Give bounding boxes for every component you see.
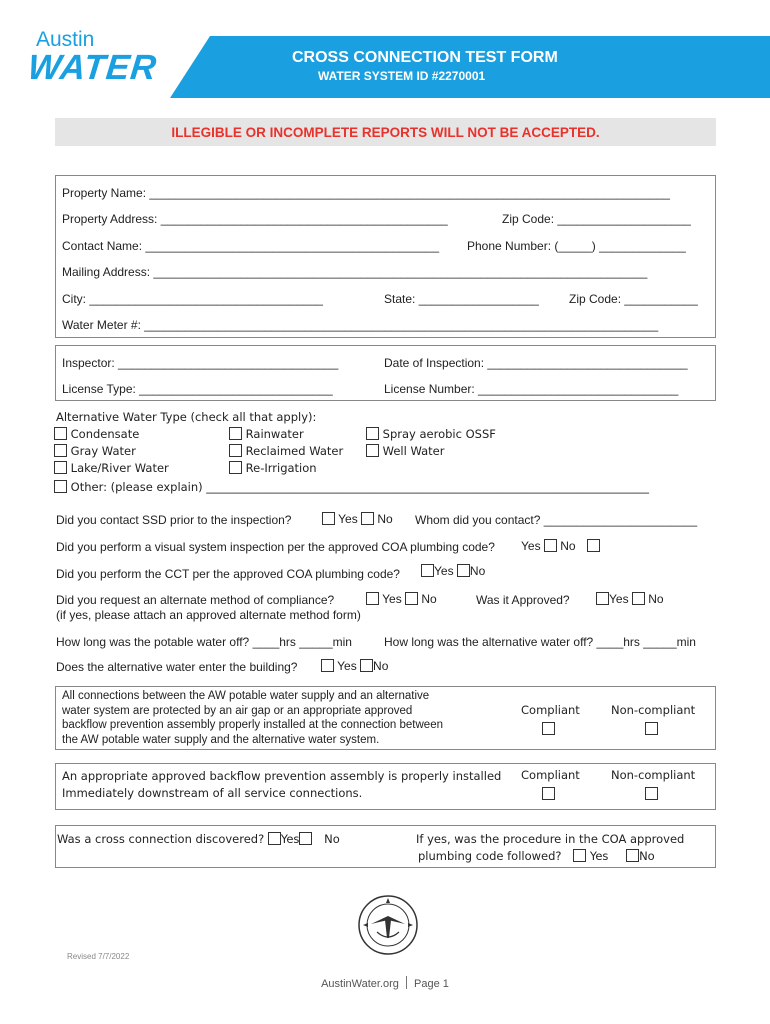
yes-label: Yes [338, 512, 358, 526]
yes-checkbox[interactable] [321, 659, 334, 672]
text-line: the AW potable water supply and the alternative water system. [62, 733, 380, 746]
non-compliant-checkbox[interactable] [645, 722, 658, 735]
q4-approved-options [596, 592, 664, 606]
question-visual-inspection: Did you perform a visual system inspection per the approved COA plumbing code? [56, 540, 495, 554]
non-compliant-label: Non-compliant [611, 768, 696, 782]
option-label: Reclaimed Water [245, 444, 344, 458]
yes-checkbox[interactable] [322, 512, 335, 525]
no-label: No [373, 659, 389, 673]
no-label: No [324, 832, 340, 846]
cross-followup-line-1: If yes, was the procedure in the COA approved [416, 832, 685, 846]
form-subtitle: WATER SYSTEM ID #2270001 [318, 69, 486, 83]
alt-water-off-field[interactable]: How long was the alternative water off? ____hrs _____min [384, 635, 696, 649]
inspector-field[interactable]: Inspector: _________________________________ [62, 356, 339, 370]
no-checkbox[interactable] [361, 512, 374, 525]
no-checkbox[interactable] [457, 564, 470, 577]
q2-options [521, 539, 600, 553]
logo [22, 28, 172, 98]
text-line: Immediately downstream of all service connections. [62, 786, 363, 800]
yes-checkbox[interactable] [366, 592, 379, 605]
no-checkbox[interactable] [587, 539, 600, 552]
followup-text: plumbing code followed? [418, 849, 562, 863]
non-compliant-checkbox[interactable] [645, 787, 658, 800]
no-label: No [377, 512, 393, 526]
compliant-label: Compliant [521, 768, 580, 782]
state-field[interactable]: State: __________________ [384, 292, 539, 306]
logo-top-text: Austin [36, 28, 95, 51]
checkbox[interactable] [366, 427, 379, 440]
non-compliant-label: Non-compliant [611, 703, 696, 717]
q6-options [321, 659, 388, 673]
yes-checkbox[interactable] [573, 849, 586, 862]
checkbox-row[interactable] [54, 427, 169, 444]
date-of-inspection-field[interactable]: Date of Inspection: ______________________________ [384, 356, 688, 370]
no-label: No [639, 849, 655, 863]
checkbox-row[interactable] [54, 461, 169, 478]
cross-connection-question [57, 832, 340, 846]
yes-checkbox[interactable] [596, 592, 609, 605]
alt-water-col2 [229, 427, 343, 478]
no-checkbox[interactable] [632, 592, 645, 605]
checkbox[interactable] [366, 444, 379, 457]
zip-code-field[interactable]: Zip Code: ____________________ [502, 212, 691, 226]
q1-options [322, 512, 393, 526]
alt-water-col1 [54, 427, 169, 478]
checkbox-row[interactable] [229, 427, 343, 444]
compliance-text-1 [62, 689, 443, 747]
no-checkbox[interactable] [299, 832, 312, 845]
question-text: Was a cross connection discovered? [57, 832, 265, 846]
yes-checkbox[interactable] [421, 564, 434, 577]
whom-contact-field[interactable]: Whom did you contact? _______________________ [415, 513, 698, 527]
alt-water-heading: Alternative Water Type (check all that apply): [56, 410, 317, 424]
question-alternate-method-note: (if yes, please attach an approved alternate method form) [56, 608, 361, 622]
compliant-checkbox[interactable] [542, 787, 555, 800]
q3-options [421, 564, 485, 578]
no-label: No [560, 539, 576, 553]
compliant-checkbox[interactable] [542, 722, 555, 735]
question-cct: Did you perform the CCT per the approved COA plumbing code? [56, 567, 400, 581]
yes-label: Yes [280, 832, 300, 846]
checkbox[interactable] [54, 427, 67, 440]
cross-followup-line-2 [418, 849, 655, 863]
checkbox-row[interactable] [366, 444, 496, 461]
question-alternate-method: Did you request an alternate method of compliance? [56, 593, 335, 607]
phone-number-field[interactable]: Phone Number: (_____) _____________ [467, 239, 686, 253]
checkbox[interactable] [54, 461, 67, 474]
no-checkbox[interactable] [405, 592, 418, 605]
license-type-field[interactable]: License Type: _____________________________ [62, 382, 333, 396]
option-label: Rainwater [245, 427, 304, 441]
question-ssd: Did you contact SSD prior to the inspection? [56, 513, 292, 527]
yes-label: Yes [382, 592, 402, 606]
form-title: CROSS CONNECTION TEST FORM [292, 49, 558, 66]
city-seal-icon [357, 894, 419, 956]
footer-page: Page 1 [414, 978, 449, 990]
text-line: An appropriate approved backflow prevention assembly is properly installed [62, 769, 502, 783]
question-enter-building: Does the alternative water enter the building? [56, 660, 298, 674]
text-line: All connections between the AW potable water supply and an alternative [62, 690, 430, 702]
checkbox[interactable] [229, 461, 242, 474]
contact-name-field[interactable]: Contact Name: ____________________________________________ [62, 239, 440, 253]
header-banner [170, 36, 770, 98]
checkbox[interactable] [54, 444, 67, 457]
footer [0, 976, 770, 990]
footer-divider [406, 976, 407, 989]
no-label: No [648, 592, 664, 606]
alt-water-col3 [366, 427, 496, 461]
option-label: Well Water [382, 444, 445, 458]
yes-checkbox[interactable] [268, 832, 281, 845]
yes-label: Yes [589, 849, 609, 863]
other-label[interactable]: Other: (please explain) _____________________________________________________________________________ [70, 480, 650, 494]
water-meter-field[interactable]: Water Meter #: _____________________________________________________________________________ [62, 318, 659, 332]
no-label: No [421, 592, 437, 606]
checkbox[interactable] [229, 427, 242, 440]
warning-text: ILLEGIBLE OR INCOMPLETE REPORTS WILL NOT BE ACCEPTED. [171, 125, 600, 140]
compliance-text-2 [62, 768, 501, 802]
property-name-field[interactable]: Property Name: ______________________________________________________________________________ [62, 186, 670, 200]
yes-label: Yes [609, 592, 629, 606]
yes-label: Yes [434, 564, 454, 578]
checkbox-row[interactable] [229, 444, 343, 461]
no-label: No [469, 564, 486, 578]
revised-date: Revised 7/7/2022 [67, 952, 130, 961]
checkbox-row[interactable] [229, 461, 343, 478]
header [0, 0, 770, 110]
text-line: water system are protected by an air gap or an appropriate approved [62, 704, 413, 717]
checkbox-row[interactable] [54, 444, 169, 461]
mailing-address-field[interactable]: Mailing Address: __________________________________________________________________________ [62, 265, 648, 279]
option-label: Re-Irrigation [245, 461, 317, 475]
q4-options [366, 592, 437, 606]
checkbox[interactable] [54, 480, 67, 493]
logo-bottom-text: WATER [26, 48, 159, 87]
option-label: Gray Water [70, 444, 136, 458]
potable-water-off-field[interactable]: How long was the potable water off? ____hrs _____min [56, 635, 352, 649]
no-checkbox[interactable] [626, 849, 639, 862]
option-label: Lake/River Water [70, 461, 169, 475]
other-row[interactable] [54, 480, 649, 494]
property-address-field[interactable]: Property Address: ___________________________________________ [62, 212, 448, 226]
footer-site-link[interactable]: AustinWater.org [321, 978, 399, 990]
yes-label: Yes [337, 659, 357, 673]
text-line: backflow prevention assembly properly installed at the connection between [62, 719, 443, 731]
zip-code-field-2[interactable]: Zip Code: ___________ [569, 292, 698, 306]
yes-label: Yes [521, 539, 541, 553]
question-approved: Was it Approved? [476, 593, 570, 607]
compliant-label: Compliant [521, 703, 580, 717]
license-number-field[interactable]: License Number: ______________________________ [384, 382, 679, 396]
yes-checkbox[interactable] [544, 539, 557, 552]
option-label: Spray aerobic OSSF [382, 427, 496, 441]
checkbox-row[interactable] [366, 427, 496, 444]
city-field[interactable]: City: ___________________________________ [62, 292, 323, 306]
option-label: Condensate [70, 427, 140, 441]
no-checkbox[interactable] [360, 659, 373, 672]
checkbox[interactable] [229, 444, 242, 457]
